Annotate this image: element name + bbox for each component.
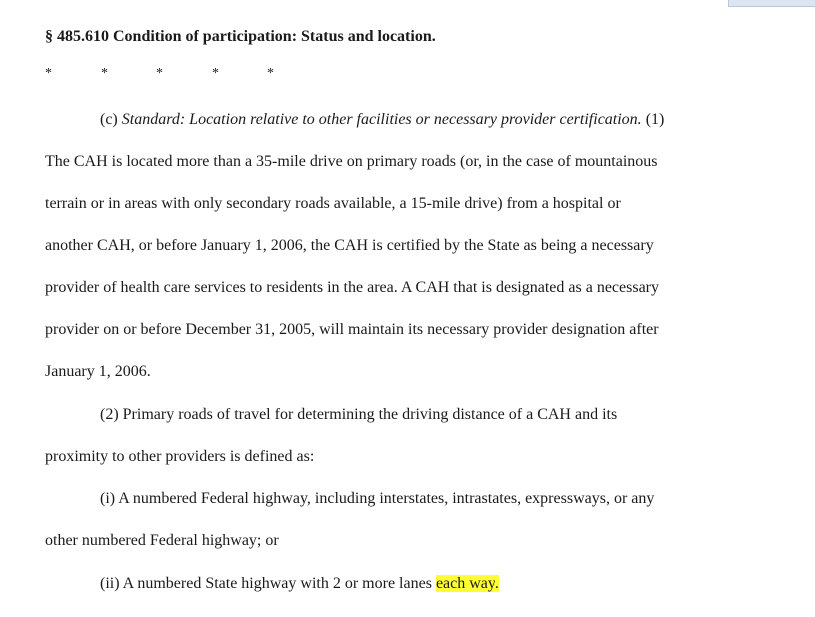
omission-asterisk: * [101, 66, 108, 81]
highlighted-period: . [494, 575, 499, 592]
item-i-line: other numbered Federal highway; or [45, 532, 279, 549]
paragraph-c-line: January 1, 2006. [45, 363, 151, 380]
paragraph-c-line: provider of health care services to residents in the area. A CAH that is designated as a necessary [45, 279, 660, 296]
paragraph-c-line: The CAH is located more than a 35-mile drive on primary roads (or, in the case of mountainous [45, 153, 658, 170]
section-heading: § 485.610 Condition of participation: Status and location. [45, 28, 436, 45]
item-i-line: (i) A numbered Federal highway, including interstates, intrastates, expressways, or any [100, 490, 655, 507]
paragraph-c-subnumber: (1) [641, 111, 665, 128]
omission-marks [45, 66, 285, 86]
item-ii-text: (ii) A numbered State highway with 2 or more lanes [100, 575, 436, 592]
item-ii-line [100, 573, 499, 595]
paragraph-2-line: proximity to other providers is defined as: [45, 448, 315, 465]
paragraph-c-lead: (c) [100, 111, 122, 128]
paragraph-c-line: terrain or in areas with only secondary roads available, a 15-mile drive) from a hospital or [45, 195, 621, 212]
paragraph-2-line: (2) Primary roads of travel for determining the driving distance of a CAH and its [100, 406, 618, 423]
omission-asterisk: * [212, 66, 219, 81]
paragraph-c-standard-title: Standard: Location relative to other facilities or necessary provider certification. [121, 111, 642, 128]
highlighted-text: each way [435, 575, 495, 592]
omission-asterisk: * [156, 66, 163, 81]
paragraph-c-line: provider on or before December 31, 2005, will maintain its necessary provider designation after [45, 321, 659, 338]
window-corner-tab [728, 0, 815, 7]
paragraph-c-line: another CAH, or before January 1, 2006, the CAH is certified by the State as being a necessary [45, 237, 654, 254]
paragraph-c-line-1 [100, 109, 664, 131]
omission-asterisk: * [267, 66, 274, 81]
omission-asterisk: * [45, 66, 52, 81]
